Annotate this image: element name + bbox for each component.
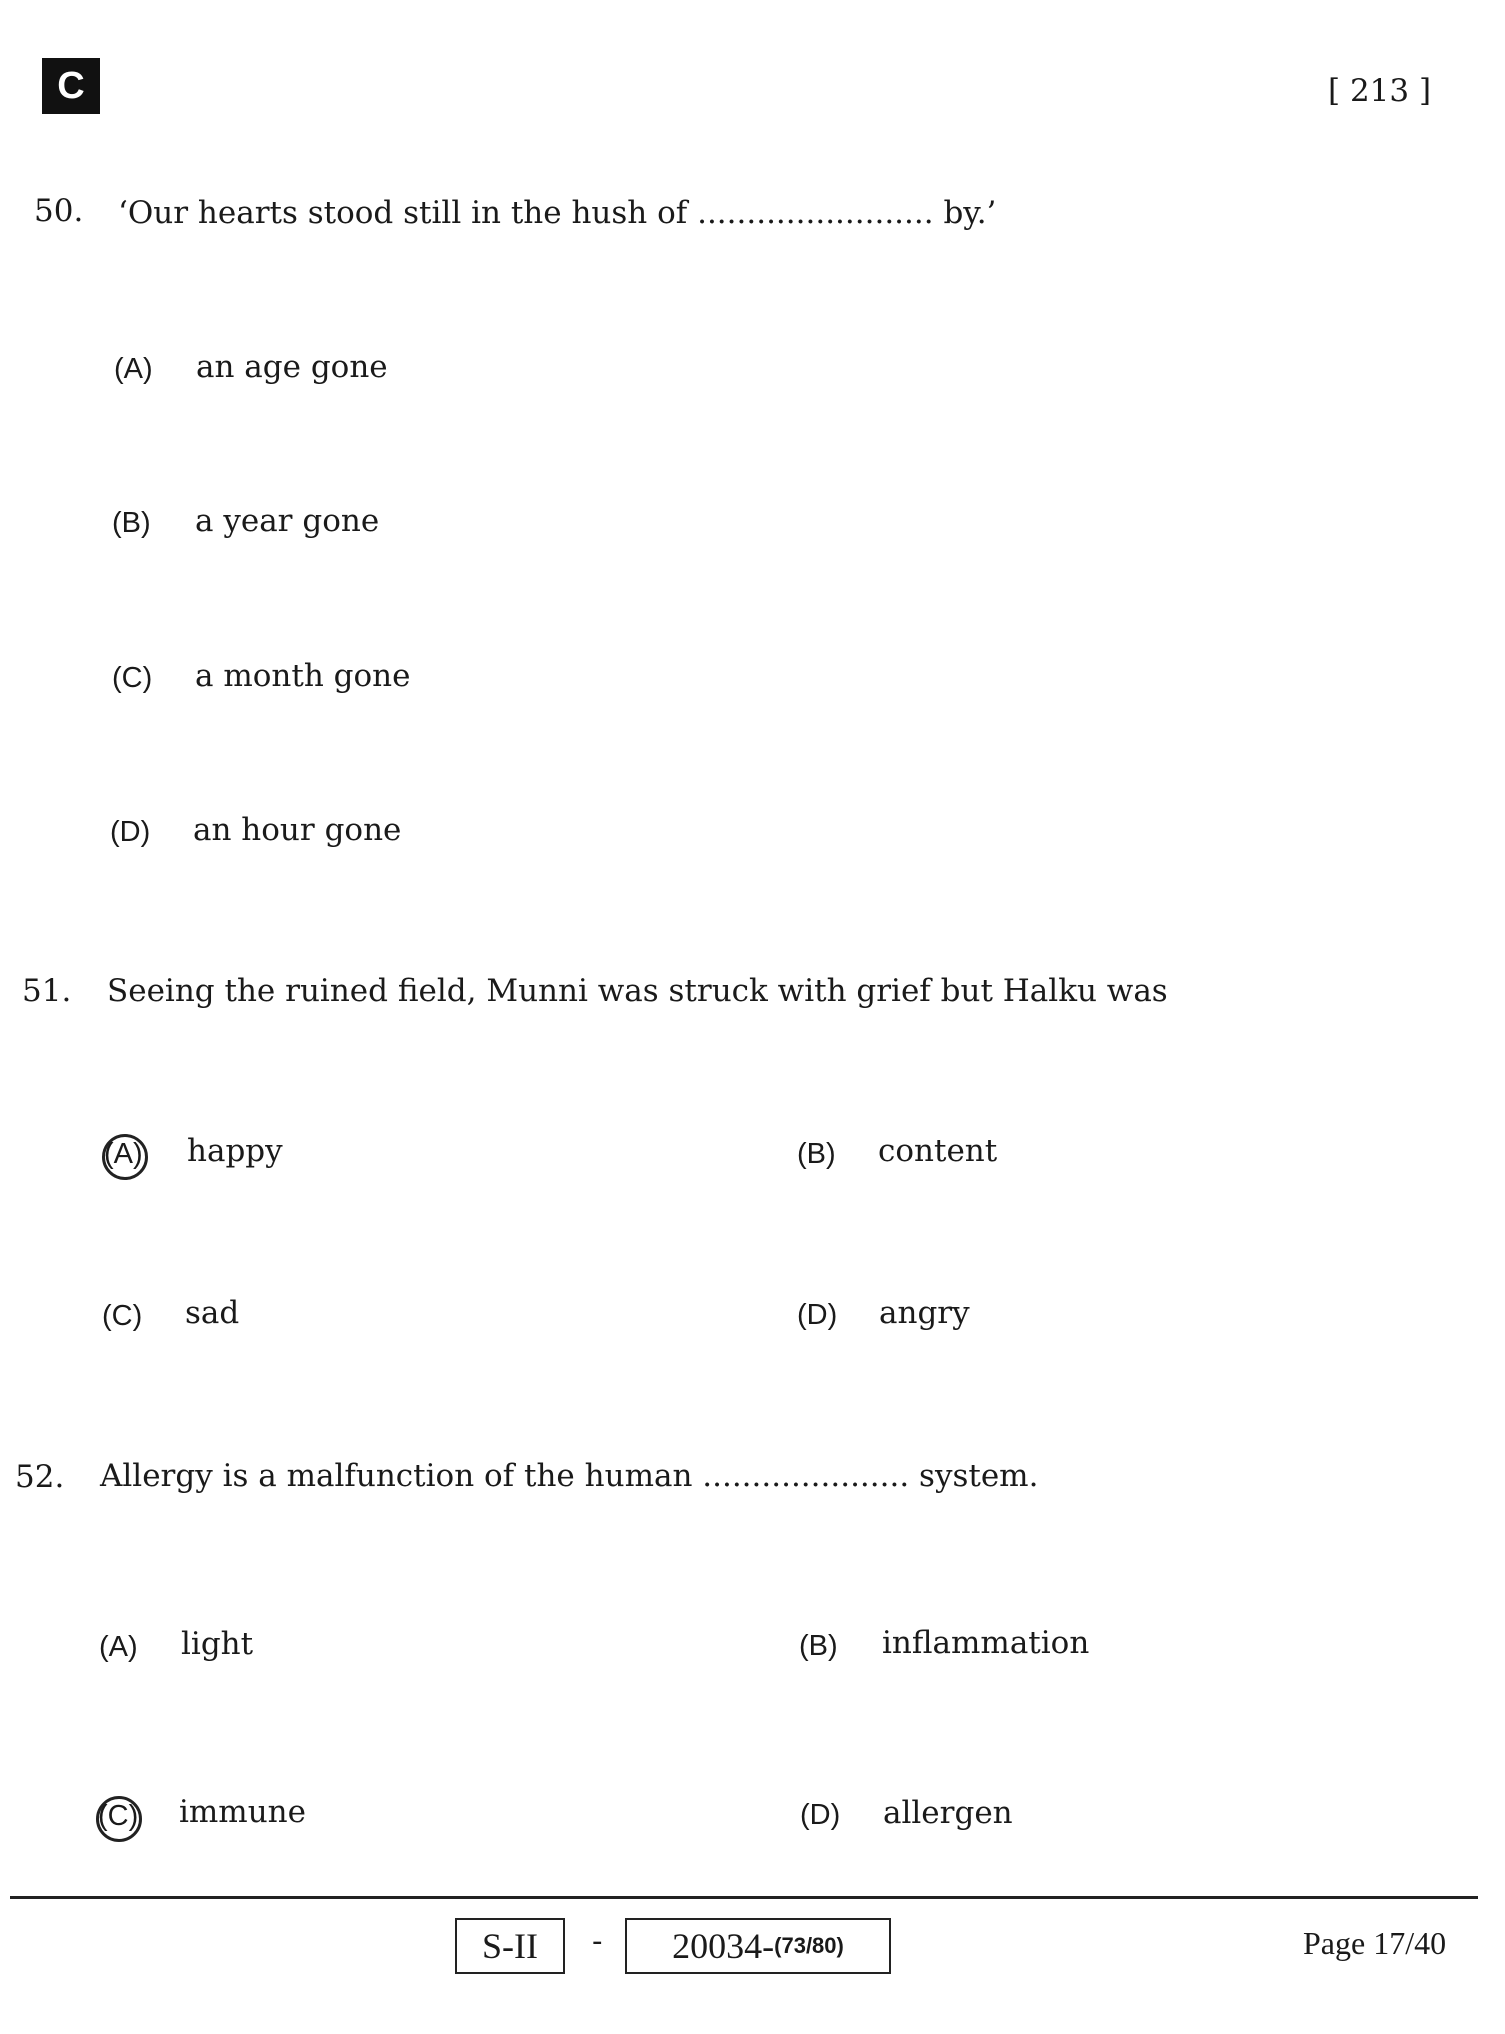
option-label: (B)	[799, 1630, 838, 1662]
option-label: (A)	[114, 353, 153, 385]
paper-code: 20034-	[672, 1926, 775, 1966]
series-box	[455, 1918, 565, 1974]
question-number: 52.	[15, 1459, 65, 1495]
page-code: [ 213 ]	[1328, 73, 1432, 109]
question-text: ‘Our hearts stood still in the hush of ........................ by.’	[118, 195, 997, 231]
question-number: 50.	[34, 193, 84, 229]
question-text: Seeing the ruined field, Munni was struck with grief but Halku was	[107, 973, 1168, 1009]
option-text: light	[181, 1626, 254, 1662]
option-text: content	[878, 1133, 998, 1169]
footer-dash: -	[592, 1923, 603, 1959]
option-text: angry	[879, 1295, 970, 1331]
option-label: (C)	[102, 1300, 143, 1332]
option-text: sad	[185, 1295, 240, 1331]
footer-rule	[10, 1896, 1478, 1899]
set-code-badge: C	[42, 58, 100, 114]
paper-code-suffix: (73/80)	[774, 1933, 844, 1958]
paper-code-box	[625, 1918, 891, 1974]
option-label: (D)	[797, 1299, 838, 1331]
option-label: (A)	[104, 1138, 143, 1170]
option-label: (B)	[797, 1138, 836, 1170]
option-text: an hour gone	[193, 812, 402, 848]
option-label: (C)	[98, 1800, 139, 1832]
question-text: Allergy is a malfunction of the human ..................... system.	[100, 1458, 1039, 1494]
option-text: an age gone	[196, 349, 388, 385]
option-label: (C)	[112, 662, 153, 694]
question-number: 51.	[22, 973, 72, 1009]
option-label: (A)	[99, 1631, 138, 1663]
option-text: inflammation	[882, 1625, 1090, 1661]
option-text: a year gone	[195, 503, 380, 539]
option-text: happy	[187, 1133, 283, 1169]
option-label: (D)	[110, 816, 151, 848]
option-text: allergen	[883, 1795, 1013, 1831]
option-text: immune	[179, 1794, 306, 1830]
option-text: a month gone	[195, 658, 411, 694]
option-label: (D)	[800, 1799, 841, 1831]
series-code: S-II	[482, 1926, 538, 1966]
option-label: (B)	[112, 507, 151, 539]
page-number: Page 17/40	[1303, 1925, 1447, 1961]
